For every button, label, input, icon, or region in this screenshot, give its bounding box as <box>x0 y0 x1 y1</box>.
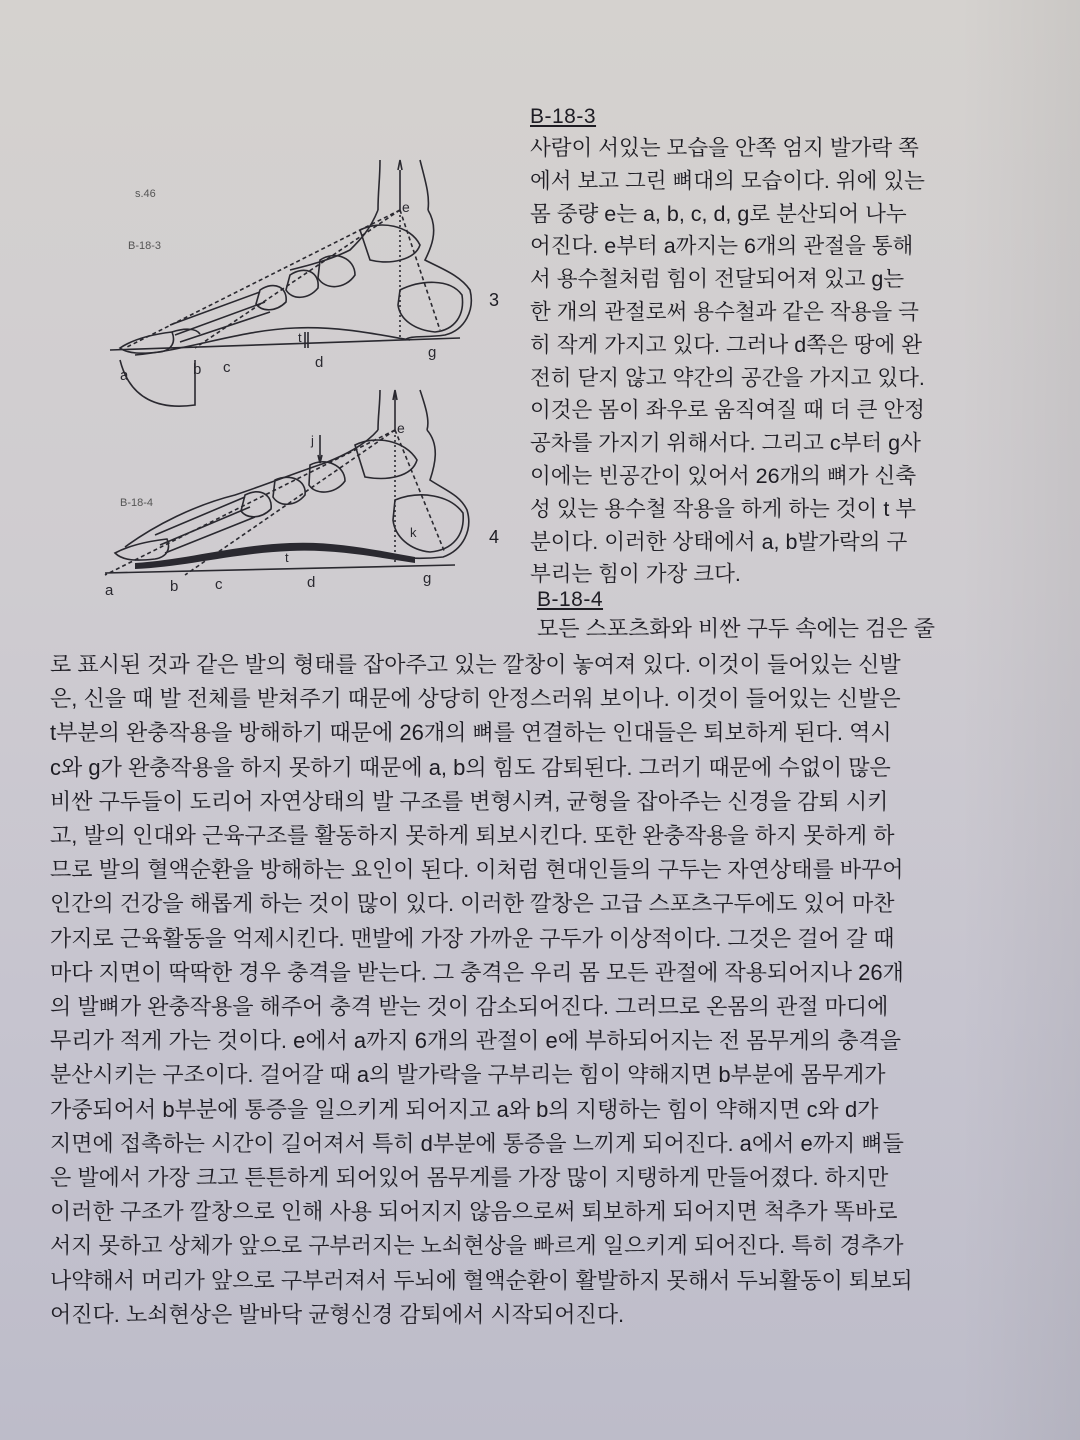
text-line: 가지로 근육활동을 억제시킨다. 맨발에 가장 가까운 구두가 이상적이다. 그것은 걸어 갈 때 <box>50 925 895 951</box>
text-line: 므로 발의 혈액순환을 방해하는 요인이 된다. 이처럼 현대인들의 구두는 자연상태를 바꾸어 <box>50 857 904 883</box>
fig2-point-b: b <box>170 578 179 595</box>
fig1-point-a: a <box>120 367 129 384</box>
figure2-number: 4 <box>489 527 500 547</box>
fig1-point-c: c <box>223 359 231 376</box>
text-line: 공차를 가지기 위해서다. 그리고 c부터 g사 <box>530 431 921 456</box>
fig2-point-c: c <box>215 576 223 593</box>
text-line: 서지 못하고 상체가 앞으로 구부러지는 노쇠현상을 빠르게 일으키게 되어진다. 특히 경추가 <box>50 1233 904 1259</box>
text-line: t부분의 완충작용을 방해하기 때문에 26개의 뼈를 연결하는 인대들은 퇴보하게 된다. 역시 <box>50 720 892 746</box>
text-line: 어진다. e부터 a까지는 6개의 관절을 통해 <box>530 234 914 259</box>
text-line: 은 발에서 가장 크고 튼튼하게 되어있어 몸무게를 가장 많이 지탱하게 만들어졌다. 하지만 <box>50 1165 889 1191</box>
text-line: 분산시키는 구조이다. 걸어갈 때 a의 발가락을 구부리는 힘이 약해지면 b부분에 몸무게가 <box>50 1062 886 1088</box>
fig2-point-g: g <box>423 570 432 587</box>
foot-diagram-2 <box>75 385 495 605</box>
fig2-point-e: e <box>397 420 405 436</box>
text-line: 분이다. 이러한 상태에서 a, b발가락의 구 <box>530 529 908 554</box>
text-line: 한 개의 관절로써 용수철과 같은 작용을 극 <box>530 299 919 324</box>
text-line: 이에는 빈공간이 있어서 26개의 뼈가 신축 <box>530 463 917 488</box>
text-line: c와 g가 완충작용을 하지 못하기 때문에 a, b의 힘도 감퇴된다. 그러기 때문에 수없이 많은 <box>50 754 891 780</box>
text-line: 의 발뼈가 완충작용을 해주어 충격 받는 것이 감소되어진다. 그러므로 온몸의 관절 마디에 <box>50 994 889 1020</box>
text-line: 비싼 구두들이 도리어 자연상태의 발 구조를 변형시켜, 균형을 잡아주는 신경을 감퇴 시키 <box>50 788 889 814</box>
fig1-point-d: d <box>315 354 324 371</box>
text-line: 로 표시된 것과 같은 발의 형태를 잡아주고 있는 깔창이 놓여져 있다. 이것이 들어있는 신발 <box>50 652 901 677</box>
fig2-point-k: k <box>410 525 417 540</box>
text-line: 서 용수철처럼 힘이 전달되어져 있고 g는 <box>530 267 905 292</box>
text-line: 지면에 접촉하는 시간이 길어져서 특히 d부분에 통증을 느끼게 되어진다. a에서 e까지 뼈들 <box>50 1130 904 1156</box>
section2-text <box>50 648 1050 1332</box>
fig1-point-e: e <box>402 199 410 215</box>
fig1-point-t: t <box>298 330 302 345</box>
text-line: 이것은 몸이 좌우로 움직여질 때 더 큰 안정 <box>530 398 925 423</box>
figure1-label: B-18-3 <box>128 240 162 252</box>
fig2-point-d: d <box>307 574 316 591</box>
text-line: 어진다. 노쇠현상은 발바닥 균형신경 감퇴에서 시작되어진다. <box>50 1301 625 1327</box>
text-line: 이러한 구조가 깔창으로 인해 사용 되어지지 않음으로써 퇴보하게 되어지면 척추가 똑바로 <box>50 1199 898 1225</box>
fig1-point-g: g <box>428 344 437 361</box>
text-line: 인간의 건강을 해롭게 하는 것이 많이 있다. 이러한 깔창은 고급 스포츠구두에도 있어 마찬 <box>50 891 895 917</box>
page-ref-label: s.46 <box>135 188 156 200</box>
fig1-point-b: b <box>193 361 202 378</box>
text-line: 몸 중량 e는 a, b, c, d, g로 분산되어 나누 <box>530 201 907 226</box>
text-line: 사람이 서있는 모습을 안쪽 엄지 발가락 쪽 <box>530 136 919 160</box>
section1-heading: B-18-3 <box>530 105 597 128</box>
section2-heading: B-18-4 <box>537 588 604 611</box>
text-line: 나약해서 머리가 앞으로 구부러져서 두뇌에 혈액순환이 활발하지 못해서 두뇌활동이 퇴보되 <box>50 1267 913 1293</box>
text-line: 성 있는 용수철 작용을 하게 하는 것이 t 부 <box>530 496 917 521</box>
text-line: 히 작게 가지고 있다. 그러나 d쪽은 땅에 완 <box>530 332 923 357</box>
text-line: 에서 보고 그린 뼈대의 모습이다. 위에 있는 <box>530 168 925 193</box>
figure2-label: B-18-4 <box>120 497 154 509</box>
fig2-point-t: t <box>285 550 289 565</box>
text-line: 부리는 힘이 가장 크다. <box>530 562 741 587</box>
text-line: 은, 신을 때 발 전체를 받쳐주기 때문에 상당히 안정스러워 보이나. 이것이 들어있는 신발은 <box>50 686 901 712</box>
fig2-point-j: j <box>311 433 314 448</box>
text-line: 무리가 적게 가는 것이다. e에서 a까지 6개의 관절이 e에 부하되어지는 전 몸무게의 충격을 <box>50 1028 901 1054</box>
text-line: 전히 닫지 않고 약간의 공간을 가지고 있다. <box>530 365 925 390</box>
section2-first-line: 모든 스포츠화와 비싼 구두 속에는 검은 줄 <box>537 616 935 641</box>
text-line: 가중되어서 b부분에 통증을 일으키게 되어지고 a와 b의 지탱하는 힘이 약해지면 c와 d가 <box>50 1096 879 1122</box>
text-line: 고, 발의 인대와 근육구조를 활동하지 못하게 퇴보시킨다. 또한 완충작용을 하지 못하게 하 <box>50 823 895 849</box>
figure1-number: 3 <box>489 290 500 310</box>
fig2-point-a: a <box>105 582 114 599</box>
section1-text <box>530 132 970 591</box>
text-line: 마다 지면이 딱딱한 경우 충격을 받는다. 그 충격은 우리 몸 모든 관절에 작용되어지나 26개 <box>50 959 904 985</box>
